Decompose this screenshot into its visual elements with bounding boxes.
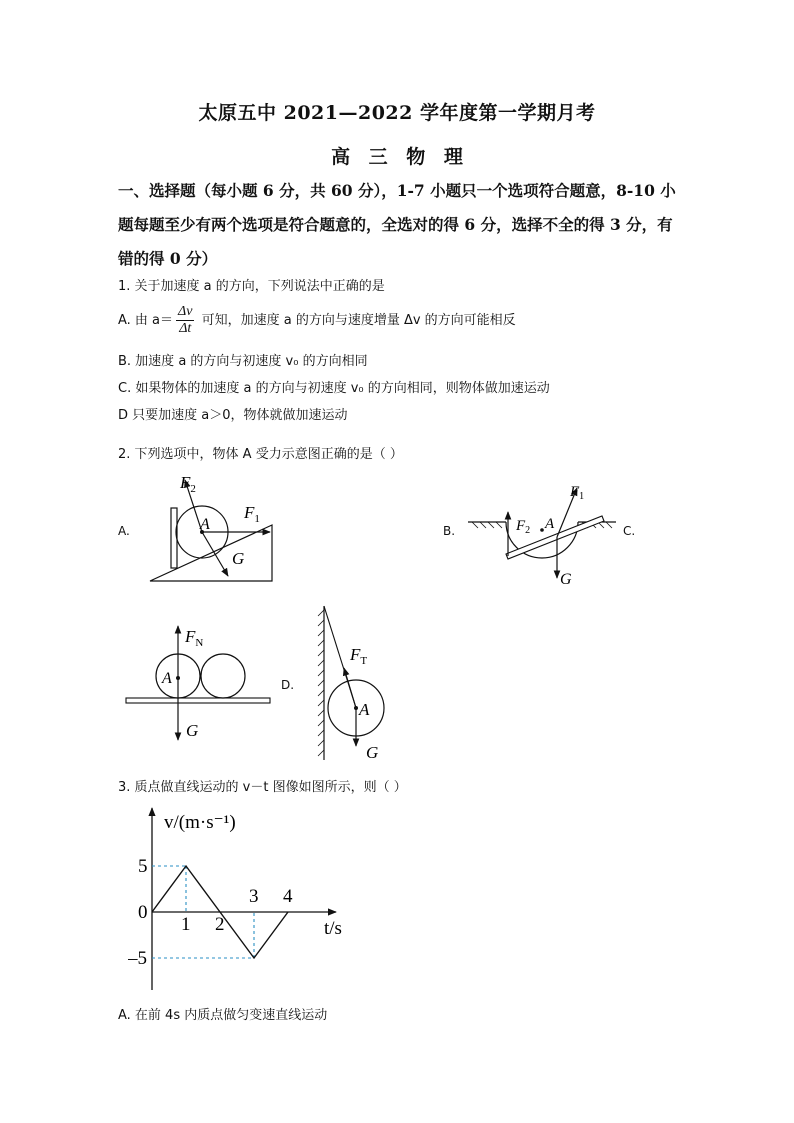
question-1-option-b: B. 加速度 a 的方向与初速度 v₀ 的方向相同 [118,354,368,369]
label-f2: $F_2$ [180,473,196,495]
incline [150,525,272,581]
ground-plate [126,698,270,703]
fraction [176,304,194,337]
y-tick-label: 0 [138,902,148,923]
label-f1: $F_1$ [570,484,585,502]
wall-hatching [318,610,324,756]
x-tick-label: 3 [249,886,259,907]
vt-chart [128,802,368,998]
label-f1: $F_1$ [244,503,260,525]
y-tick-label: 5 [138,856,148,877]
y-axis-label: v/(m·s⁻¹) [164,812,236,833]
figure-c-label: C. [623,524,636,538]
question-1-option-c: C. 如果物体的加速度 a 的方向与初速度 v₀ 的方向相同，则物体做加速运动 [118,381,550,396]
section-instructions: 一、选择题（每小题 6 分，共 60 分），1-7 小题只一个选项符合题意，8-10 小题每题至少有两个选项是符合题意的，全选对的得 6 分，选择不全的得 3 分，有错的得 0 分） [118,181,676,268]
center-point [540,528,544,532]
x-tick-label: 4 [283,886,293,907]
question-3-option-a: A. 在前 4s 内质点做匀变速直线运动 [118,1008,328,1023]
figure-b [462,478,622,588]
force-ft-arrow [344,668,356,708]
label-g: G [232,549,245,568]
question-1-option-a [118,304,516,337]
question-1-stem: 1. 关于加速度 a 的方向，下列说法中正确的是 [118,279,385,294]
figure-c [122,622,278,746]
question-1-option-d: D 只要加速度 a＞0，物体就做加速运动 [118,408,348,423]
label-g: G [186,721,199,740]
exam-title: 太原五中 2021—2022 学年度第一学期月考 [198,102,596,124]
label-ft: $F_T$ [350,645,368,667]
option-a-suffix: 可知，加速度 a 的方向与速度增量 Δv 的方向可能相反 [197,313,516,328]
figure-d [308,600,398,768]
label-a: A [200,516,210,533]
subject-title: 高 三 物 理 [331,146,463,168]
label-a: A [162,670,172,687]
fraction-denominator: Δt [179,321,192,336]
figure-a-label: A. [118,524,130,538]
force-g-arrow [202,532,228,576]
question-2-stem: 2. 下列选项中，物体 A 受力示意图正确的是（ ） [118,447,403,462]
figure-b-label: B. [443,524,456,538]
label-a: A [359,700,370,719]
label-g: G [366,743,379,762]
x-tick-label: 2 [215,914,225,935]
ball-right [201,654,245,698]
label-fn: $F_N$ [185,627,204,649]
x-tick-label: 1 [181,914,191,935]
label-g: G [560,571,572,588]
figure-d-label: D. [281,678,295,692]
x-axis-label: t/s [324,918,342,939]
figure-a [140,468,290,588]
question-3-stem: 3. 质点做直线运动的 v－t 图像如图所示，则（ ） [118,780,407,795]
fraction-numerator: Δv [178,304,193,319]
y-tick-label: –5 [128,948,147,969]
label-a: A [545,516,555,532]
label-f2: $F_2$ [516,518,531,536]
option-a-prefix: A. 由 a＝ [118,313,174,328]
